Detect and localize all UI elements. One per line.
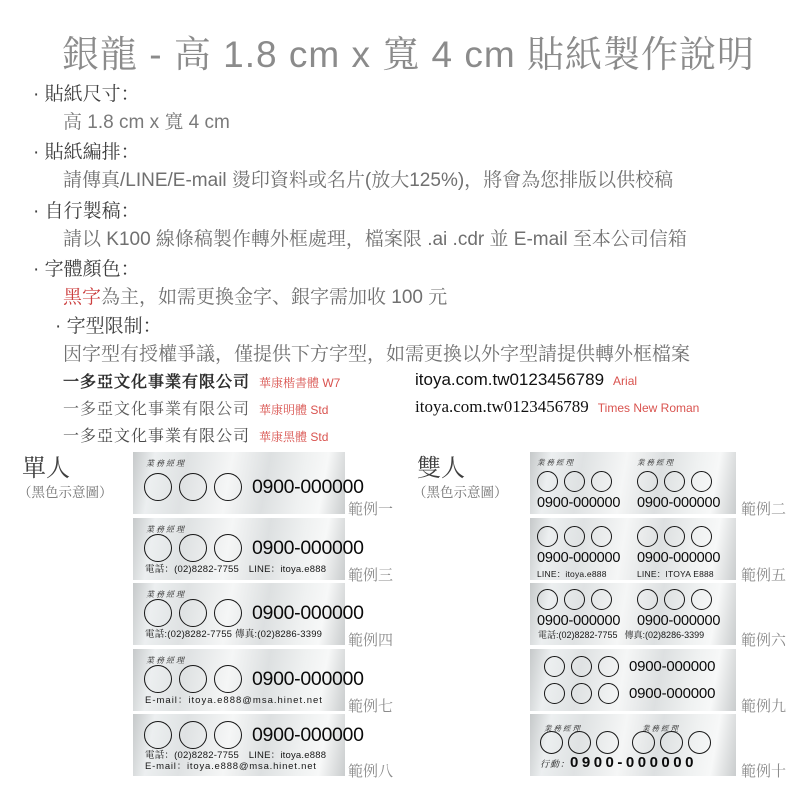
- role-text: 業務經理: [642, 724, 680, 733]
- example-label-1: 範例一: [348, 501, 394, 518]
- circle-icon: [144, 721, 172, 749]
- section-body-layout: 請傳真/LINE/E-mail 燙印資料或名片(放大125%)，將會為您排版以供校稿: [63, 170, 674, 191]
- contact-line: E-mail：itoya.e888@msa.hinet.net: [145, 760, 317, 772]
- circle-icon: [691, 589, 712, 610]
- example-label-3: 範例三: [348, 567, 394, 584]
- example-label-9: 範例九: [741, 698, 787, 715]
- contact-line: LINE：itoya.e888: [537, 569, 607, 579]
- circle-icon: [571, 656, 592, 677]
- font-sample-kai: [63, 369, 340, 392]
- highlight-black-text: 黑字: [63, 287, 102, 308]
- contact-line: E-mail：itoya.e888@msa.hinet.net: [145, 695, 323, 706]
- circle-icon: [537, 471, 558, 492]
- phone-number: 0900-000000: [629, 658, 716, 675]
- circle-icon: [664, 471, 685, 492]
- phone-number: 0900-000000: [537, 550, 621, 566]
- example-label-7: 範例七: [348, 698, 394, 715]
- mobile-prefix: 行動：: [540, 759, 571, 769]
- role-text: 業務經理: [537, 458, 575, 467]
- section-heading-fontcolor: · 字體顏色：: [33, 259, 140, 280]
- phone-number: 0900-000000: [637, 613, 721, 629]
- font-sample-ming-label: 華康明體 Std: [259, 403, 329, 417]
- sticker-sample-9: [530, 649, 736, 711]
- circle-icon: [568, 731, 591, 754]
- section-body-fontcolor: [63, 282, 447, 309]
- sticker-sample-1: [133, 452, 364, 514]
- circle-icon: [637, 589, 658, 610]
- circle-icon: [598, 656, 619, 677]
- circle-icon: [179, 534, 207, 562]
- example-label-6: 範例六: [741, 632, 787, 649]
- contact-line: LINE：ITOYA E888: [637, 569, 714, 579]
- contact-line: 傳真:(02)8286-3399: [624, 630, 705, 640]
- phone-number: 0900-000000: [629, 685, 716, 702]
- circle-icon: [660, 731, 683, 754]
- example-label-10: 範例十: [741, 763, 787, 780]
- phone-number: 0900-000000: [252, 475, 364, 498]
- sticker-sample-5: [530, 518, 736, 580]
- example-label-2: 範例二: [741, 501, 787, 518]
- font-sample-times-text: itoya.com.tw0123456789: [415, 397, 589, 416]
- phone-number: 0900-000000: [252, 601, 364, 624]
- font-sample-kai-label: 華康楷書體 W7: [259, 376, 341, 390]
- section-heading-size: · 貼紙尺寸：: [33, 84, 140, 105]
- sticker-sample-3: [133, 518, 364, 580]
- font-sample-kai-text: 一多亞文化事業有限公司: [63, 374, 251, 391]
- contact-footer: [538, 628, 711, 641]
- section-heading-fontlimit: · 字型限制：: [55, 316, 162, 337]
- contact-line: 電話：(02)8282-7755 LINE：itoya.e888: [145, 564, 327, 575]
- circle-icon: [564, 589, 585, 610]
- circle-icon: [564, 526, 585, 547]
- mobile-number: 0900-000000: [570, 754, 697, 771]
- role-text: 業務經理: [637, 458, 675, 467]
- example-label-4: 範例四: [348, 632, 394, 649]
- role-text: 業務經理: [544, 724, 582, 733]
- font-sample-hei: [63, 423, 328, 446]
- circle-icon: [664, 589, 685, 610]
- contact-line: 電話:(02)8282-7755 傳真:(02)8286-3399: [145, 629, 323, 640]
- sticker-sample-2: [530, 452, 736, 514]
- column-note-double: （黑色示意圖）: [413, 485, 508, 500]
- role-text: 業務經理: [146, 656, 186, 665]
- circle-icon: [691, 471, 712, 492]
- circle-icon: [179, 665, 207, 693]
- sticker-sample-8: [133, 714, 364, 776]
- circle-icon: [591, 471, 612, 492]
- circle-icon: [591, 526, 612, 547]
- section-body-selfmade: 請以 K100 線條稿製作轉外框處理，檔案限 .ai .cdr 並 E-mail 至本公司信箱: [63, 229, 687, 250]
- phone-number: 0900-000000: [252, 667, 364, 690]
- circle-icon: [564, 471, 585, 492]
- circle-icon: [537, 526, 558, 547]
- sticker-sample-10: [530, 714, 736, 776]
- circle-icon: [544, 683, 565, 704]
- section-heading-layout: · 貼紙編排：: [33, 142, 140, 163]
- contact-line: 電話:(02)8282-7755: [538, 630, 618, 640]
- circle-icon: [214, 473, 242, 501]
- example-label-8: 範例八: [348, 763, 394, 780]
- font-sample-times-label: Times New Roman: [597, 401, 700, 415]
- phone-number: 0900-000000: [252, 536, 364, 559]
- circle-icon: [632, 731, 655, 754]
- role-text: 業務經理: [146, 590, 186, 599]
- fontcolor-body-rest: 為主，如需更換金字、銀字需加收 100 元: [101, 287, 448, 308]
- circle-icon: [537, 589, 558, 610]
- column-heading-single: 單人: [22, 455, 70, 482]
- circle-icon: [664, 526, 685, 547]
- sticker-sample-6: [530, 583, 736, 645]
- font-sample-arial-label: Arial: [613, 374, 638, 388]
- column-heading-double: 雙人: [417, 455, 465, 482]
- phone-number: 0900-000000: [537, 613, 621, 629]
- circle-icon: [540, 731, 563, 754]
- circle-icon: [637, 471, 658, 492]
- phone-number: 0900-000000: [537, 495, 621, 511]
- circle-icon: [688, 731, 711, 754]
- page-title: 銀龍 - 高 1.8 cm x 寬 4 cm 貼紙製作說明: [62, 34, 755, 75]
- circle-icon: [179, 599, 207, 627]
- circle-icon: [214, 721, 242, 749]
- circle-icon: [144, 473, 172, 501]
- circle-icon: [214, 599, 242, 627]
- font-sample-hei-text: 一多亞文化事業有限公司: [63, 428, 251, 445]
- column-note-single: （黑色示意圖）: [18, 485, 113, 500]
- phone-number: 0900-000000: [637, 550, 721, 566]
- role-text: 業務經理: [146, 525, 186, 534]
- circle-icon: [214, 534, 242, 562]
- phone-number: 0900-000000: [637, 495, 721, 511]
- font-sample-arial: [415, 370, 637, 390]
- phone-number: 0900-000000: [252, 723, 364, 746]
- font-sample-arial-text: itoya.com.tw0123456789: [415, 370, 605, 389]
- mobile-footer: [540, 754, 697, 772]
- font-sample-ming-text: 一多亞文化事業有限公司: [63, 401, 251, 418]
- circle-icon: [144, 599, 172, 627]
- circle-icon: [179, 473, 207, 501]
- circle-icon: [179, 721, 207, 749]
- sticker-sample-4: [133, 583, 364, 645]
- section-heading-selfmade: · 自行製稿：: [33, 201, 140, 222]
- sticker-sample-7: [133, 649, 364, 711]
- circle-icon: [571, 683, 592, 704]
- circle-icon: [144, 534, 172, 562]
- circle-icon: [596, 731, 619, 754]
- section-body-size: 高 1.8 cm x 寬 4 cm: [63, 112, 230, 133]
- section-body-fontlimit: 因字型有授權爭議，僅提供下方字型，如需更換以外字型請提供轉外框檔案: [63, 344, 691, 365]
- circle-icon: [214, 665, 242, 693]
- circle-icon: [144, 665, 172, 693]
- circle-icon: [544, 656, 565, 677]
- font-sample-hei-label: 華康黑體 Std: [259, 430, 329, 444]
- contact-line: 電話：(02)8282-7755 LINE：itoya.e888: [145, 749, 327, 761]
- font-sample-times: [415, 397, 699, 417]
- circle-icon: [691, 526, 712, 547]
- circle-icon: [637, 526, 658, 547]
- font-sample-ming: [63, 396, 328, 419]
- example-label-5: 範例五: [741, 567, 787, 584]
- circle-icon: [591, 589, 612, 610]
- circle-icon: [598, 683, 619, 704]
- role-text: 業務經理: [146, 459, 186, 468]
